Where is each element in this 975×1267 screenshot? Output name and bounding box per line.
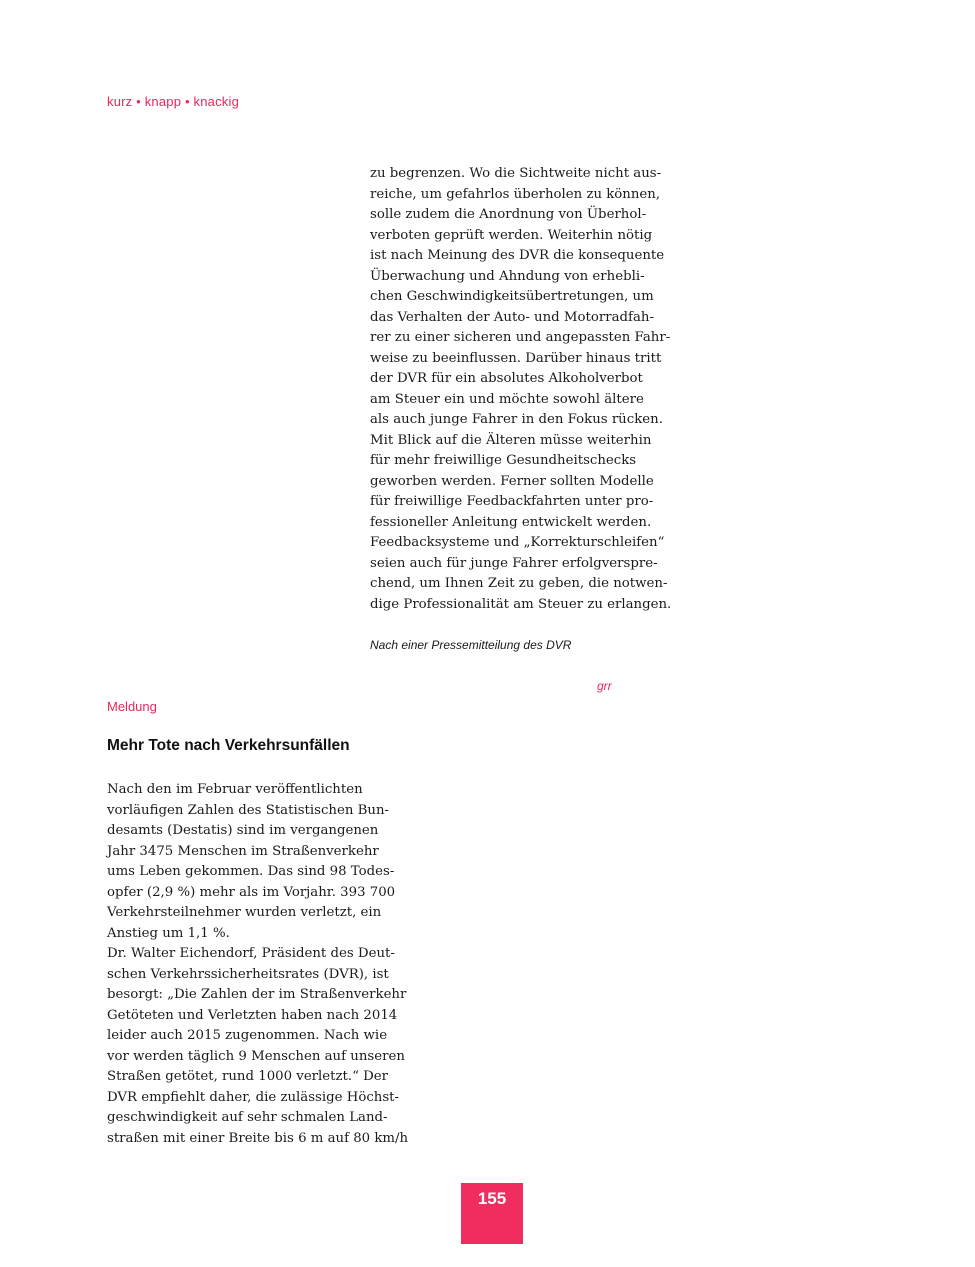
- text-line: als auch junge Fahrer in den Fokus rücken.: [370, 412, 663, 427]
- text-line: vor werden täglich 9 Menschen auf unseren: [107, 1048, 405, 1064]
- text-line: ums Leben gekommen. Das sind 98 Todes-: [107, 864, 395, 879]
- text-line: dige Professionalität am Steuer zu erlangen.: [370, 596, 672, 612]
- text-line: opfer (2,9 %) mehr als im Vorjahr. 393 700: [107, 884, 396, 900]
- source-note: Nach einer Pressemitteilung des DVR: [370, 638, 572, 652]
- page-number: 155: [461, 1183, 523, 1244]
- text-line: Mit Blick auf die Älteren müsse weiterhin: [370, 432, 652, 448]
- right-column-text: [370, 164, 672, 615]
- text-line: besorgt: „Die Zahlen der im Straßenverkehr: [107, 987, 407, 1002]
- article-body: [107, 780, 409, 1149]
- text-line: am Steuer ein und möchte sowohl ältere: [370, 391, 644, 407]
- text-line: zu begrenzen. Wo die Sichtweite nicht aus-: [370, 166, 662, 181]
- text-line: Überwachung und Ahndung von erhebli-: [370, 268, 645, 284]
- text-line: Straßen getötet, rund 1000 verletzt.“ Der: [107, 1069, 388, 1084]
- text-line: geworben werden. Ferner sollten Modelle: [370, 473, 654, 489]
- section-header: kurz • knapp • knackig: [107, 94, 240, 109]
- text-line: Verkehrsteilnehmer wurden verletzt, ein: [107, 905, 382, 920]
- text-line: Anstieg um 1,1 %.: [107, 925, 230, 941]
- text-line: weise zu beeinflussen. Darüber hinaus tritt: [370, 350, 662, 366]
- text-line: das Verhalten der Auto- und Motorradfah-: [370, 309, 654, 325]
- text-line: Nach den im Februar veröffentlichten: [107, 782, 363, 797]
- text-line: leider auch 2015 zugenommen. Nach wie: [107, 1028, 388, 1043]
- text-line: ist nach Meinung des DVR die konsequente: [370, 248, 665, 263]
- text-line: desamts (Destatis) sind im vergangenen: [107, 823, 379, 838]
- text-line: für mehr freiwillige Gesundheitschecks: [370, 453, 637, 468]
- text-line: geschwindigkeit auf sehr schmalen Land-: [107, 1110, 388, 1125]
- article-title: Mehr Tote nach Verkehrsunfällen: [107, 737, 350, 754]
- text-line: verboten geprüft werden. Weiterhin nötig: [370, 227, 653, 243]
- text-line: straßen mit einer Breite bis 6 m auf 80 km/h: [107, 1130, 409, 1146]
- text-line: chen Geschwindigkeitsübertretungen, um: [370, 289, 654, 304]
- text-line: seien auch für junge Fahrer erfolgverspre-: [370, 555, 658, 571]
- text-line: DVR empfiehlt daher, die zulässige Höchst-: [107, 1089, 399, 1105]
- text-line: rer zu einer sicheren und angepassten Fahr-: [370, 330, 671, 345]
- text-line: schen Verkehrssicherheitsrates (DVR), ist: [107, 966, 389, 982]
- author-tag: grr: [597, 679, 612, 693]
- text-line: Dr. Walter Eichendorf, Präsident des Deut-: [107, 946, 395, 961]
- text-line: vorläufigen Zahlen des Statistischen Bun-: [107, 802, 390, 818]
- text-line: der DVR für ein absolutes Alkoholverbot: [370, 371, 643, 386]
- text-line: fessioneller Anleitung entwickelt werden.: [370, 514, 652, 530]
- text-line: chend, um Ihnen Zeit zu geben, die notwen-: [370, 576, 668, 591]
- text-line: Jahr 3475 Menschen im Straßenverkehr: [107, 843, 379, 859]
- text-line: Feedbacksysteme und „Korrekturschleifen“: [370, 535, 665, 550]
- text-line: reiche, um gefahrlos überholen zu können,: [370, 186, 661, 202]
- text-line: Getöteten und Verletzten haben nach 2014: [107, 1007, 398, 1023]
- text-line: für freiwillige Feedbackfahrten unter pro-: [370, 494, 654, 509]
- text-line: solle zudem die Anordnung von Überhol-: [370, 207, 647, 222]
- category-label: Meldung: [107, 699, 157, 714]
